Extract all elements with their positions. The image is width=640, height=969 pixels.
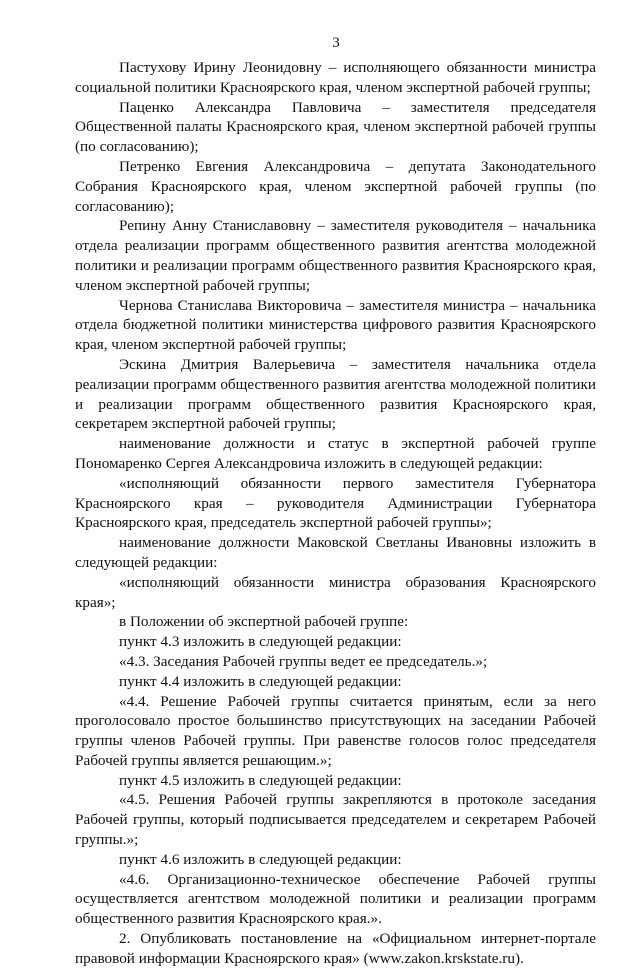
paragraph-patsenko: Паценко Александра Павловича – заместителя председателя Общественной палаты Красноярского края, членом экспертной рабочей группы (по согласованию);	[75, 98, 596, 156]
paragraph-item-4-5-intro: пункт 4.5 изложить в следующей редакции:	[119, 771, 402, 789]
paragraph-eskin: Эскина Дмитрия Валерьевича – заместителя начальника отдела реализации программ общественного развития агентства молодежной политики и реализации программ общественного развития Красноярского края, секретарем экспертной рабочей группы;	[75, 355, 596, 433]
paragraph-item-4-4: «4.4. Решение Рабочей группы считается принятым, если за него проголосовало простое большинство присутствующих на заседании Рабочей группы членов Рабочей группы. При равенстве голосов голос председателя Рабочей группы является решающим.»;	[75, 692, 596, 769]
paragraph-item-4-3-intro: пункт 4.3 изложить в следующей редакции:	[119, 633, 402, 651]
paragraph-makovskaya-intro: наименование должности Маковской Светланы Ивановны изложить в следующей редакции:	[75, 534, 596, 571]
paragraph-item-4-6-intro: пункт 4.6 изложить в следующей редакции:	[119, 850, 402, 868]
paragraph-repina: Репину Анну Станиславовну – заместителя руководителя – начальника отдела реализации программ общественного развития агентства молодежной политики и реализации программ общественного развития Красноярского края, членом экспертной рабочей группы;	[75, 217, 596, 294]
paragraph-makovskaya-position: «исполняющий обязанности министра образования Красноярского края»;	[75, 573, 596, 611]
paragraph-chernov: Чернова Станислава Викторовича – заместителя министра – начальника отдела бюджетной политики министерства цифрового развития Красноярского края, членом экспертной рабочей группы;	[75, 296, 596, 354]
paragraph-item-4-4-intro: пункт 4.4 изложить в следующей редакции:	[119, 672, 402, 690]
document-body	[75, 58, 596, 969]
paragraph-ponomarenko-intro: наименование должности и статус в экспертной рабочей группе Пономаренко Сергея Александровича изложить в следующей редакции:	[75, 435, 596, 472]
page-number: 3	[332, 35, 340, 51]
paragraph-item-4-3: «4.3. Заседания Рабочей группы ведет ее председатель.»;	[119, 652, 488, 670]
paragraph-ponomarenko-position: «исполняющий обязанности первого заместителя Губернатора Красноярского края – руководителя Администрации Губернатора Красноярского края, председатель экспертной рабочей группы»;	[75, 474, 596, 532]
paragraph-item-4-5: «4.5. Решения Рабочей группы закрепляются в протоколе заседания Рабочей группы, который подписывается председателем и секретарем Рабочей группы.»;	[75, 791, 596, 849]
paragraph-publication: 2. Опубликовать постановление на «Официальном интернет-портале правовой информации Красноярского края» (www.zakon.krskstate.ru).	[75, 930, 596, 967]
paragraph-regulation-intro: в Положении об экспертной рабочей группе:	[119, 613, 409, 631]
paragraph-petrenko: Петренко Евгения Александровича – депутата Законодательного Собрания Красноярского края, членом экспертной рабочей группы (по согласованию);	[75, 157, 596, 215]
paragraph-pastukhova: Пастухову Ирину Леонидовну – исполняющего обязанности министра социальной политики Красноярского края, членом экспертной рабочей группы;	[75, 59, 596, 96]
paragraph-item-4-6: «4.6. Организационно-техническое обеспечение Рабочей группы осуществляется агентством молодежной политики и реализации программ общественного развития Красноярского края.».	[75, 870, 596, 928]
